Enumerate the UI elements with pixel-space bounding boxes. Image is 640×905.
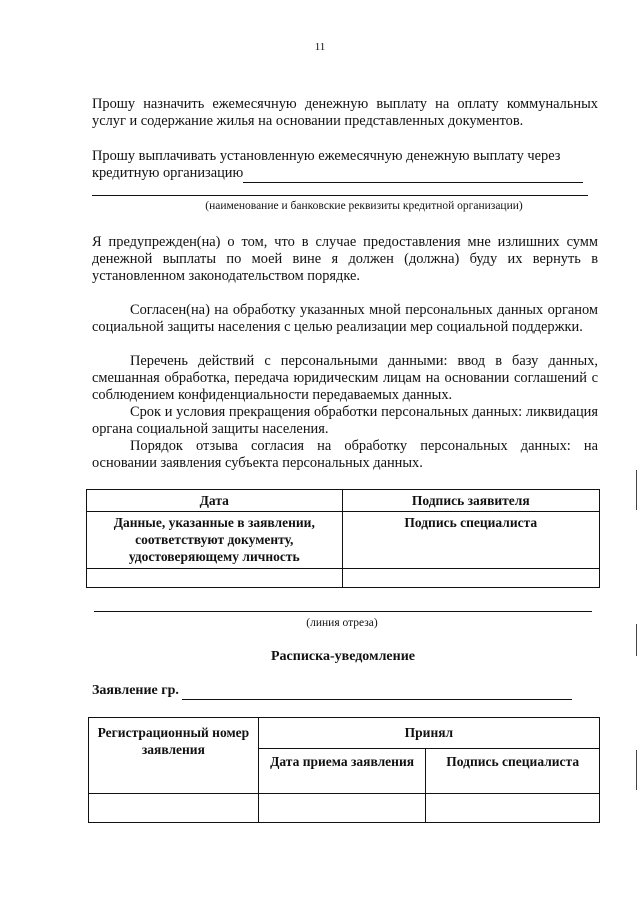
date-entry-cell[interactable] [87,569,343,588]
cut-line [94,611,592,612]
actions-paragraph: Перечень действий с персональными данными: ввод в базу данных, смешанная обработка, передача юридическим лицам на основании соглашений с соблюдением конфиденциальности передаваемых данных. [92,353,598,403]
registration-number-header: Регистрационный номер заявления [89,718,259,794]
cut-line-caption: (линия отреза) [306,617,378,629]
refund-warning-paragraph: Я предупрежден(на) о том, что в случае предоставления мне излишних сумм денежной выплаты по моей вине я должен (должна) буду их вернуть в установленном законодательством порядке. [92,234,598,284]
registration-number-entry-cell[interactable] [89,794,259,823]
applicant-signature-header: Подпись заявителя [342,490,599,512]
applicant-name-field[interactable] [182,683,572,700]
specialist-signature-entry-cell[interactable] [426,794,600,823]
revocation-paragraph: Порядок отзыва согласия на обработку персональных данных: на основании заявления субъекта персональных данных. [92,438,598,471]
data-match-cell: Данные, указанные в заявлении, соответствуют документу, удостоверяющему личность [87,512,343,569]
signature-table [86,489,600,588]
bank-name-field[interactable] [243,165,583,183]
bank-details-caption: (наименование и банковские реквизиты кредитной организации) [205,200,523,212]
scan-margin-mark [636,624,637,656]
table-row [87,512,600,569]
scan-margin-mark [636,750,637,790]
application-label: Заявление гр. [92,683,179,698]
receive-date-header: Дата приема заявления [258,749,426,794]
specialist-signature-header: Подпись специалиста [342,512,599,569]
bank-request-text: Прошу выплачивать установленную ежемесячную денежную выплату через кредитную организацию [92,148,561,181]
accepted-header: Принял [258,718,599,749]
specialist-signature-column-header: Подпись специалиста [426,749,600,794]
table-row [87,490,600,512]
signature-entry-cell[interactable] [342,569,599,588]
page-number: 11 [314,41,326,53]
date-header: Дата [87,490,343,512]
application-line [92,683,572,700]
receipt-title: Расписка-уведомление [271,649,415,664]
receive-date-entry-cell[interactable] [258,794,426,823]
bank-request-paragraph [92,148,598,183]
consent-paragraph: Согласен(на) на обработку указанных мной персональных данных органом социальной защиты населения с целью реализации мер социальной поддержки. [92,302,598,335]
payment-request-paragraph: Прошу назначить ежемесячную денежную выплату на оплату коммунальных услуг и содержание жилья на основании представленных документов. [92,96,598,129]
table-row [89,718,600,749]
bank-details-line[interactable] [92,195,588,196]
table-row [87,569,600,588]
receipt-table [88,717,600,823]
table-row [89,794,600,823]
termination-paragraph: Срок и условия прекращения обработки персональных данных: ликвидация органа социальной защиты населения. [92,404,598,437]
scan-margin-mark [636,470,637,510]
